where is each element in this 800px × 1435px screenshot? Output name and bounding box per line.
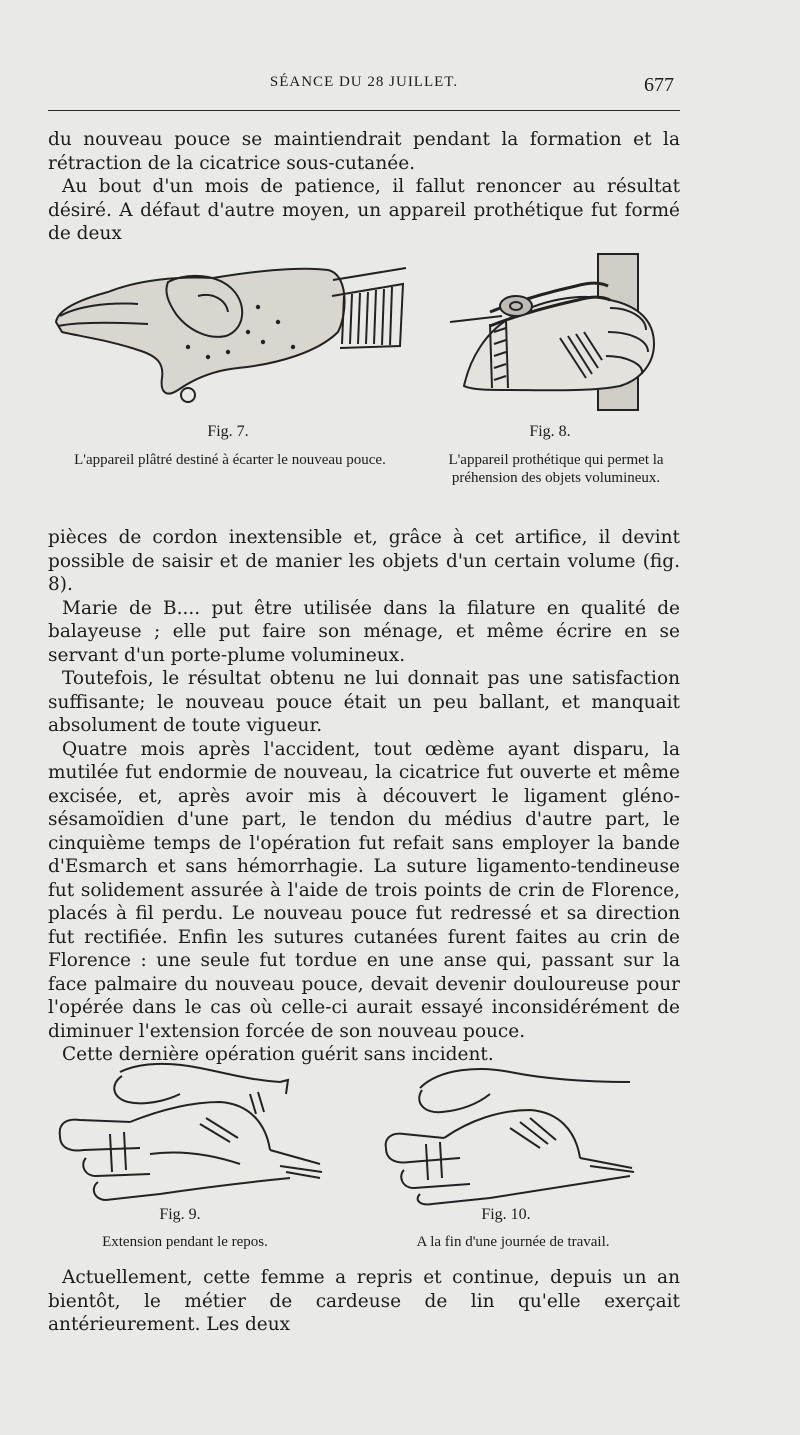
paragraph: Cette dernière opération guérit sans incident. <box>62 1044 494 1065</box>
figure-7-illustration <box>48 252 408 412</box>
figure-8-caption: L'appareil prothétique qui permet la préhension des objets volumineux. <box>448 452 664 486</box>
paragraph: Au bout d'un mois de patience, il fallut renoncer au résultat désiré. A défaut d'autre moyen, un appareil prothétique fut formé de deux <box>48 176 680 244</box>
figure-9-illustration <box>50 1054 330 1204</box>
header-rule <box>48 110 680 111</box>
figure-10-caption: A la fin d'une journée de travail. <box>416 1234 610 1250</box>
page-number: 677 <box>644 74 674 96</box>
figure-9-caption: Extension pendant le repos. <box>102 1234 268 1250</box>
running-title: SÉANCE DU 28 JUILLET. <box>269 74 459 90</box>
paragraph: du nouveau pouce se maintiendrait pendant la formation et la rétraction de la cicatrice sous-cutanée. <box>48 129 680 174</box>
figure-8-illustration <box>450 248 670 416</box>
figure-10-illustration <box>380 1058 640 1206</box>
figure-9-label: Fig. 9. <box>159 1206 201 1223</box>
paragraph: Quatre mois après l'accident, tout œdème ayant disparu, la mutilée fut endormie de nouveau, la cicatrice fut ouverte et même excisée, et, après avoir mis à découvert le ligament gléno-sésamoïdien d'une part, le tendon du médius d'autre part, le cinquième temps de l'opération fut refait sans employer la bande d'Esmarch et sans hémorrhagie. La suture ligamento-tendineuse fut solidement assurée à l'aide de trois points de crin de Florence, placés à fil perdu. Le nouveau pouce fut redressé et sa direction fut rectifiée. Enfin les sutures cutanées furent faites au crin de Florence : une seule fut tordue en une anse qui, passant sur la face palmaire du nouveau pouce, devait devenir douloureuse pour l'opérée dans le cas où celle-ci aurait essayé inconsidérément de diminuer l'extension forcée de son nouveau pouce. <box>48 738 680 1042</box>
paragraph: Toutefois, le résultat obtenu ne lui donnait pas une satisfaction suffisante; le nouveau pouce était un peu ballant, et manquait absolument de toute vigueur. <box>48 668 680 736</box>
figure-10-label: Fig. 10. <box>481 1206 531 1223</box>
text-block-1 <box>48 128 680 246</box>
figure-7-label: Fig. 7. <box>207 423 249 440</box>
text-block-2 <box>48 526 680 1067</box>
paragraph: Marie de B.... put être utilisée dans la filature en qualité de balayeuse ; elle put faire son ménage, et même écrire en se servant d'un porte-plume volumineux. <box>48 597 680 666</box>
figure-8-label: Fig. 8. <box>529 423 571 440</box>
figure-7-caption: L'appareil plâtré destiné à écarter le nouveau pouce. <box>74 452 386 468</box>
paragraph: Actuellement, cette femme a repris et continue, depuis un an bientôt, le métier de cardeuse de lin qu'elle exerçait antérieurement. Les deux <box>48 1267 680 1335</box>
paragraph: pièces de cordon inextensible et, grâce à cet artifice, il devint possible de saisir et de manier les objets d'un certain volume (fig. 8). <box>48 527 680 595</box>
running-head <box>48 74 680 104</box>
text-block-3 <box>48 1266 680 1337</box>
